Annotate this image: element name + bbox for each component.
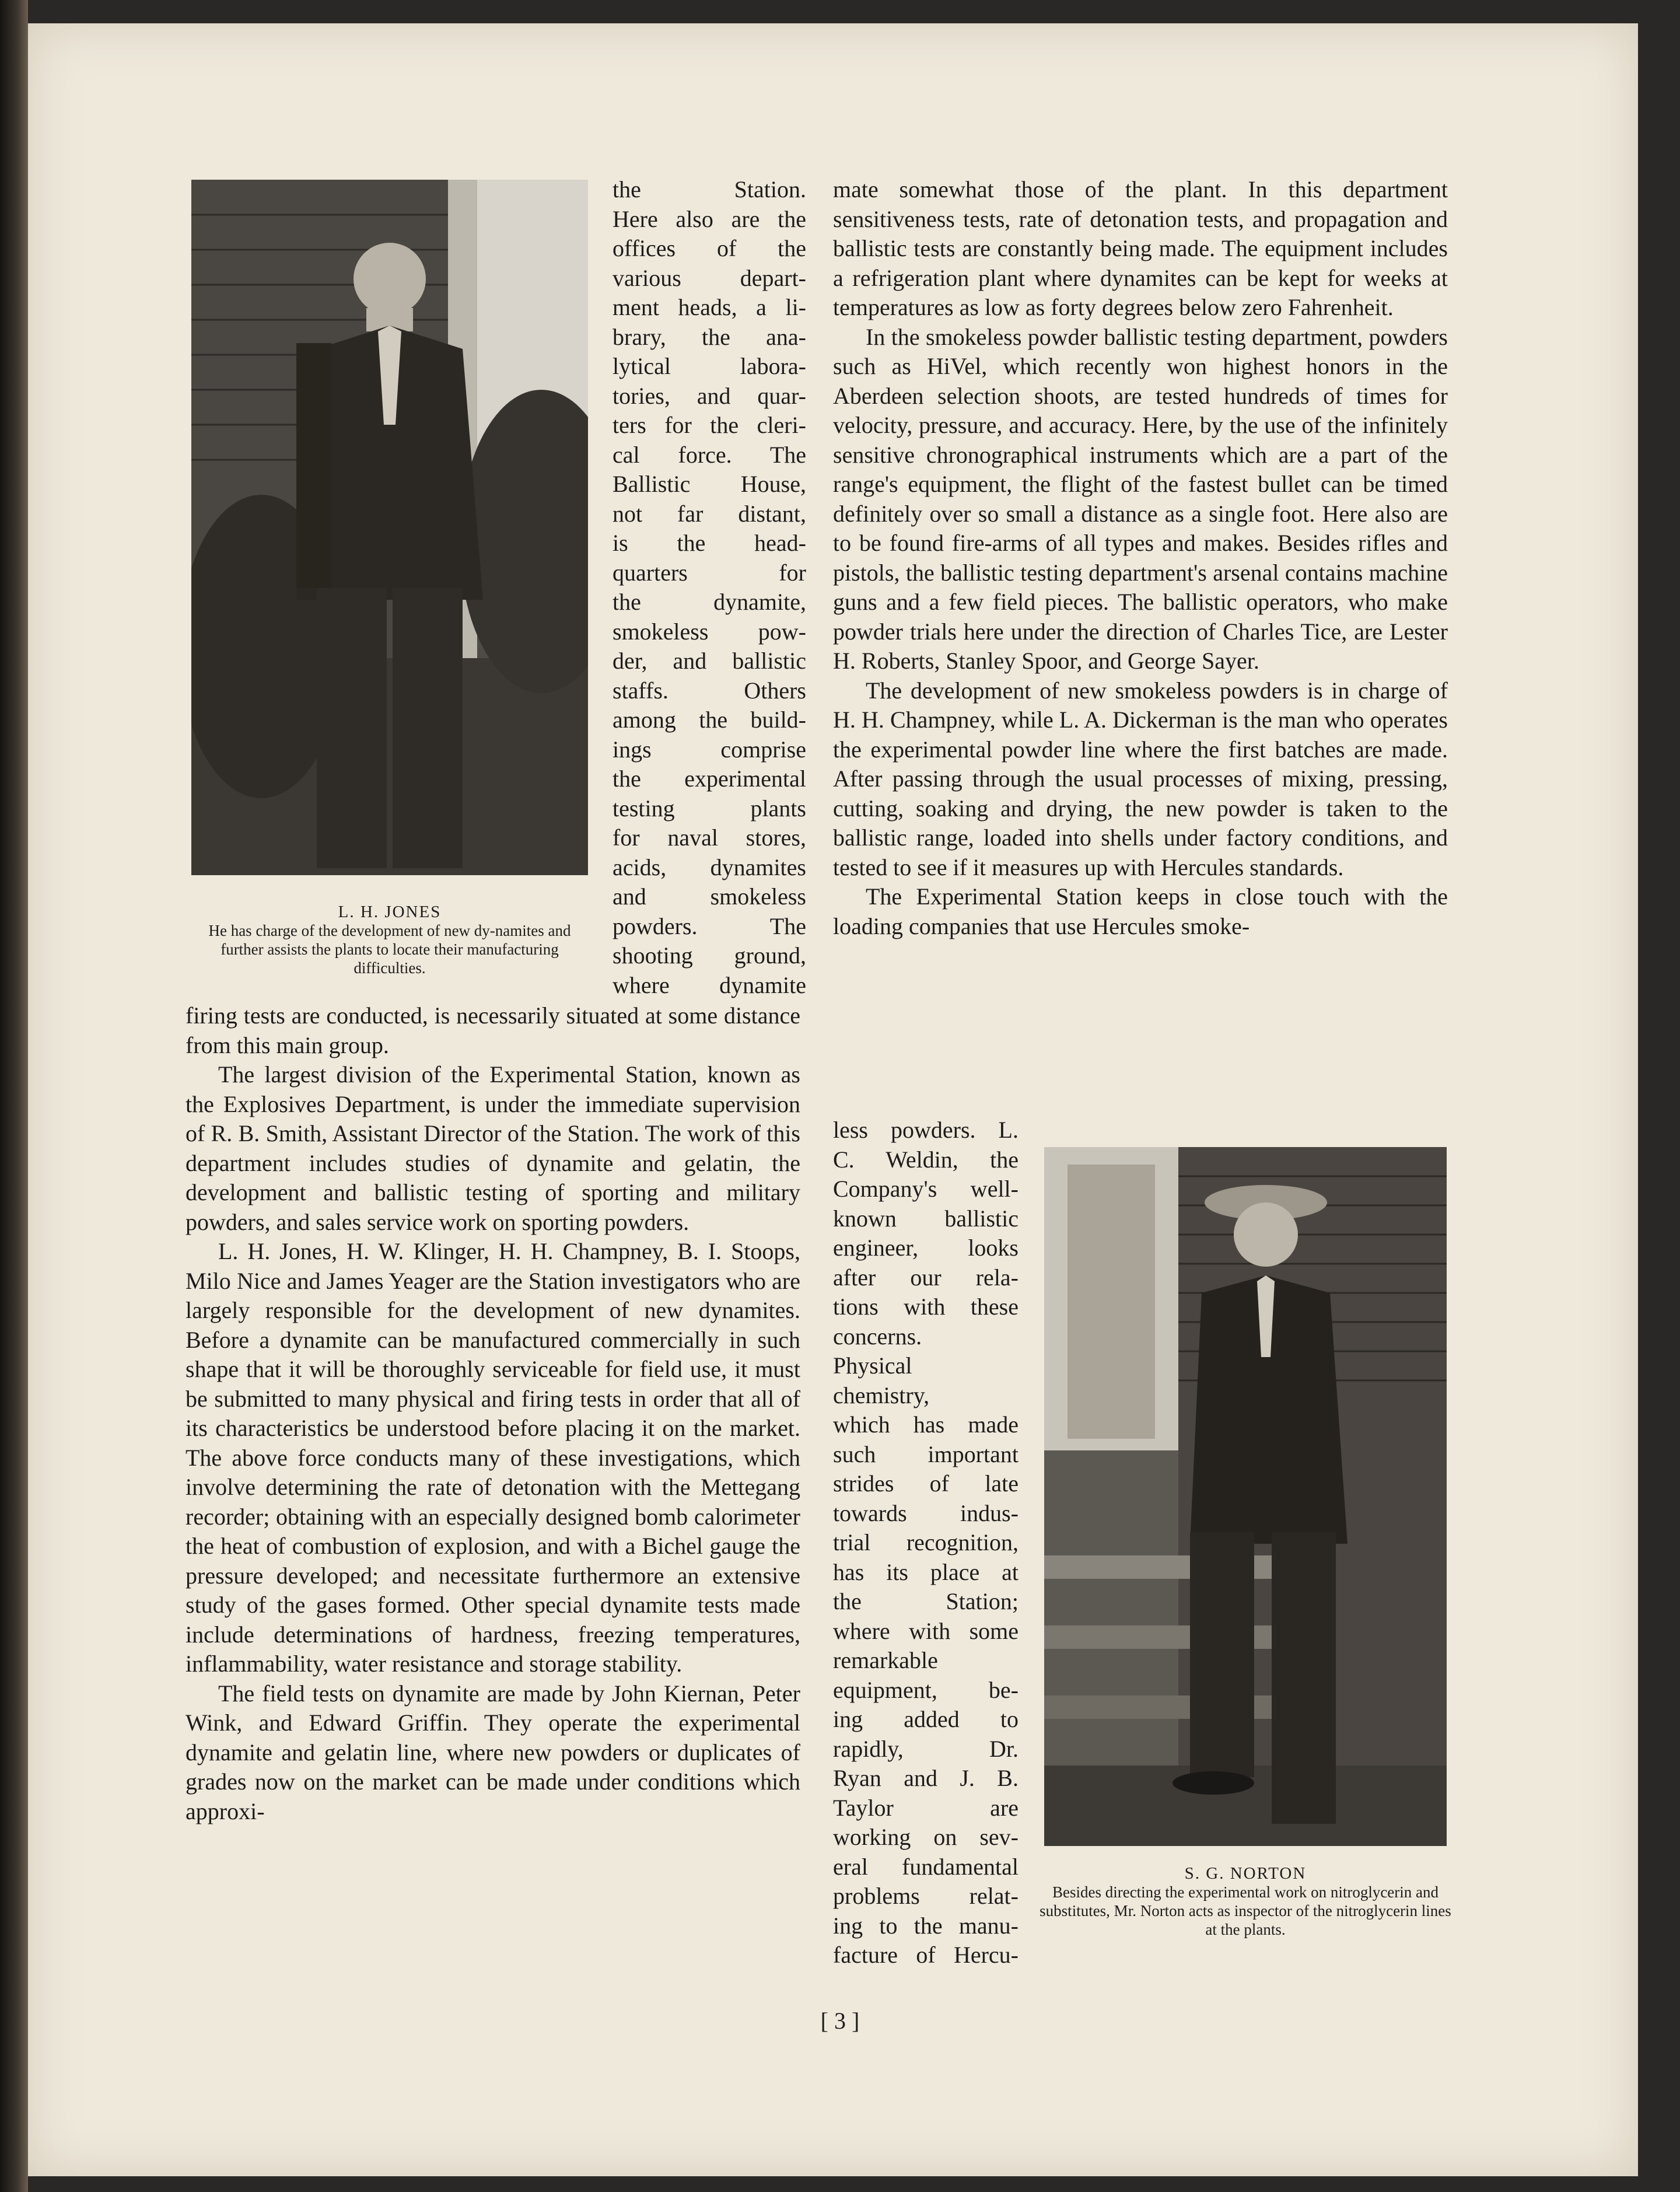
- paragraph: mate somewhat those of the plant. In this department sensitiveness tests, rate of detonation tests, and propagation and ballistic tests are constantly being made. The equipment includes a refrigeration plant where dynamites can be kept for weeks at temperatures as low as forty degrees below zero Fahrenheit.: [833, 176, 1448, 320]
- text-line: the experimental: [612, 765, 806, 792]
- caption-l-h-jones: [186, 903, 594, 977]
- text-line: Ballistic House,: [612, 471, 806, 497]
- text-line: concerns.: [833, 1323, 922, 1350]
- text-line: less powders. L.: [833, 1117, 1019, 1143]
- caption-name: S. G. NORTON: [1184, 1864, 1307, 1883]
- text-line: shooting ground,: [612, 942, 806, 969]
- text-line: ing to the manu-: [833, 1912, 1019, 1939]
- text-line: staffs. Others: [612, 677, 806, 704]
- text-line: Company's well-: [833, 1176, 1019, 1202]
- text-line: lytical labora-: [612, 353, 806, 379]
- paragraph: The field tests on dynamite are made by John Kiernan, Peter Wink, and Edward Griffin. They operate the experimental dynamite and gelatin line, where new powders or duplicates of grades now on the market can be made under conditions which approxi-: [186, 1680, 800, 1824]
- text-line: working on sev-: [833, 1824, 1019, 1850]
- text-line: Ryan and J. B.: [833, 1765, 1019, 1791]
- text-line: chemistry,: [833, 1382, 930, 1408]
- caption-text: He has charge of the development of new dy-namites and further assists the plants to locate their manufacturing difficulties.: [208, 922, 571, 977]
- text-line: acids, dynamites: [612, 854, 806, 880]
- paragraph: The development of new smokeless powders is in charge of H. H. Champney, while L. A. Dickerman is the man who operates the experimental powder line where the first batches are made. After passing through the usual processes of mixing, pressing, cutting, soaking and drying, the new powder is taken to the ballistic range, loaded into shells under factory conditions, and tested to see if it measures up with Hercules standards.: [833, 677, 1448, 880]
- text-line: remarkable: [833, 1647, 938, 1673]
- caption-s-g-norton: [1038, 1864, 1452, 1939]
- column-left-full: [186, 1001, 800, 1826]
- photo-s-g-norton: [1044, 1147, 1447, 1846]
- portrait-figure: [191, 180, 588, 875]
- text-line: various depart-: [612, 264, 806, 291]
- text-line: eral fundamental: [833, 1853, 1019, 1880]
- text-line: for naval stores,: [612, 824, 806, 851]
- text-line: smokeless pow-: [612, 618, 806, 645]
- text-line: Physical: [833, 1352, 912, 1379]
- text-line: the Station.: [612, 176, 806, 202]
- text-line: quarters for: [612, 559, 806, 586]
- text-line: strides of late: [833, 1470, 1019, 1497]
- text-line: testing plants: [612, 795, 806, 821]
- text-line: ings comprise: [612, 736, 806, 763]
- text-line: has its place at: [833, 1558, 1019, 1585]
- book-binding: [0, 0, 28, 2192]
- text-line: where dynamite: [612, 971, 806, 998]
- text-line: not far distant,: [612, 500, 806, 527]
- text-line: C. Weldin, the: [833, 1146, 1019, 1173]
- paragraph: firing tests are conducted, is necessarily situated at some distance from this main group.: [186, 1002, 800, 1058]
- text-line: tories, and quar-: [612, 382, 806, 409]
- text-line: brary, the ana-: [612, 323, 806, 350]
- photo-l-h-jones: [191, 180, 588, 875]
- text-line: ters for the cleri-: [612, 412, 806, 438]
- column-right-full: [833, 175, 1448, 941]
- portrait-figure: [1044, 1147, 1447, 1846]
- text-line: is the head-: [612, 530, 806, 556]
- text-line: rapidly, Dr.: [833, 1735, 1019, 1762]
- paragraph: The largest division of the Experimental Station, known as the Explosives Department, is under the immediate supervision of R. B. Smith, Assistant Director of the Station. The work of this department includes studies of dynamite and gelatin, the development and ballistic testing of sporting and military powders, and sales service work on sporting powders.: [186, 1061, 800, 1235]
- text-line: Taylor are: [833, 1794, 1019, 1821]
- text-line: powders. The: [612, 913, 806, 939]
- caption-text: Besides directing the experimental work on nitroglycerin and substitutes, Mr. Norton acts as inspector of the nitroglycerin lines at the plants.: [1040, 1883, 1451, 1938]
- text-line: known ballistic: [833, 1205, 1019, 1232]
- text-line: equipment, be-: [833, 1676, 1019, 1703]
- text-line: problems relat-: [833, 1883, 1019, 1909]
- text-line: where with some: [833, 1617, 1019, 1644]
- text-line: tions with these: [833, 1293, 1019, 1320]
- text-line: der, and ballistic: [612, 648, 806, 674]
- page-number: [ 3 ]: [820, 2008, 860, 2034]
- text-line: the Station;: [833, 1588, 1019, 1614]
- text-line: cal force. The: [612, 441, 806, 468]
- text-line: such important: [833, 1441, 1019, 1467]
- text-line: which has made: [833, 1411, 1019, 1438]
- text-line: ing added to: [833, 1706, 1019, 1732]
- text-line: after our rela-: [833, 1264, 1019, 1291]
- paragraph: The Experimental Station keeps in close touch with the loading companies that use Hercules smoke-: [833, 883, 1448, 939]
- column-left-narrow: [612, 175, 806, 1000]
- text-line: Here also are the: [612, 205, 806, 232]
- text-line: offices of the: [612, 235, 806, 261]
- paragraph: L. H. Jones, H. W. Klinger, H. H. Champney, B. I. Stoops, Milo Nice and James Yeager are the Station investigators who are largely responsible for the development of new dynamites. Before a dynamite can be manufactured commercially in such shape that it will be thoroughly serviceable for field use, it must be submitted to many physical and firing tests in order that all of its characteristics be understood before placing it on the market. The above force conducts many of these investigations, which involve determining the rate of detonation with the Mettegang recorder; obtaining with an especially designed bomb calorimeter the heat of combustion of explosion, and with a Bichel gauge the pressure developed; and necessitate furthermore an extensive study of the gases formed. Other special dynamite tests made include determinations of hardness, freezing temperatures, inflammability, water resistance and storage stability.: [186, 1238, 800, 1677]
- paragraph: In the smokeless powder ballistic testing department, powders such as HiVel, which recently won highest honors in the Aberdeen selection shoots, are tested hundreds of times for velocity, pressure, and accuracy. Here, by the use of the infinitely sensitive chronographical instruments which are a part of the range's equipment, the flight of the fastest bullet can be timed definitely over so small a distance as a single foot. Here also are to be found fire-arms of all types and makes. Besides rifles and pistols, the ballistic testing department's arsenal contains machine guns and a few field pieces. The ballistic operators, who make powder trials here under the direction of Charles Tice, are Lester H. Roberts, Stanley Spoor, and George Sayer.: [833, 323, 1448, 674]
- text-line: the dynamite,: [612, 589, 806, 615]
- column-right-narrow: [833, 1116, 1019, 1970]
- text-line: among the build-: [612, 707, 806, 733]
- text-line: towards indus-: [833, 1499, 1019, 1526]
- text-line: trial recognition,: [833, 1529, 1019, 1555]
- text-line: facture of Hercu-: [833, 1942, 1019, 1968]
- text-line: and smokeless: [612, 883, 806, 910]
- text-line: ment heads, a li-: [612, 294, 806, 320]
- text-line: engineer, looks: [833, 1235, 1019, 1261]
- caption-name: L. H. JONES: [338, 903, 442, 921]
